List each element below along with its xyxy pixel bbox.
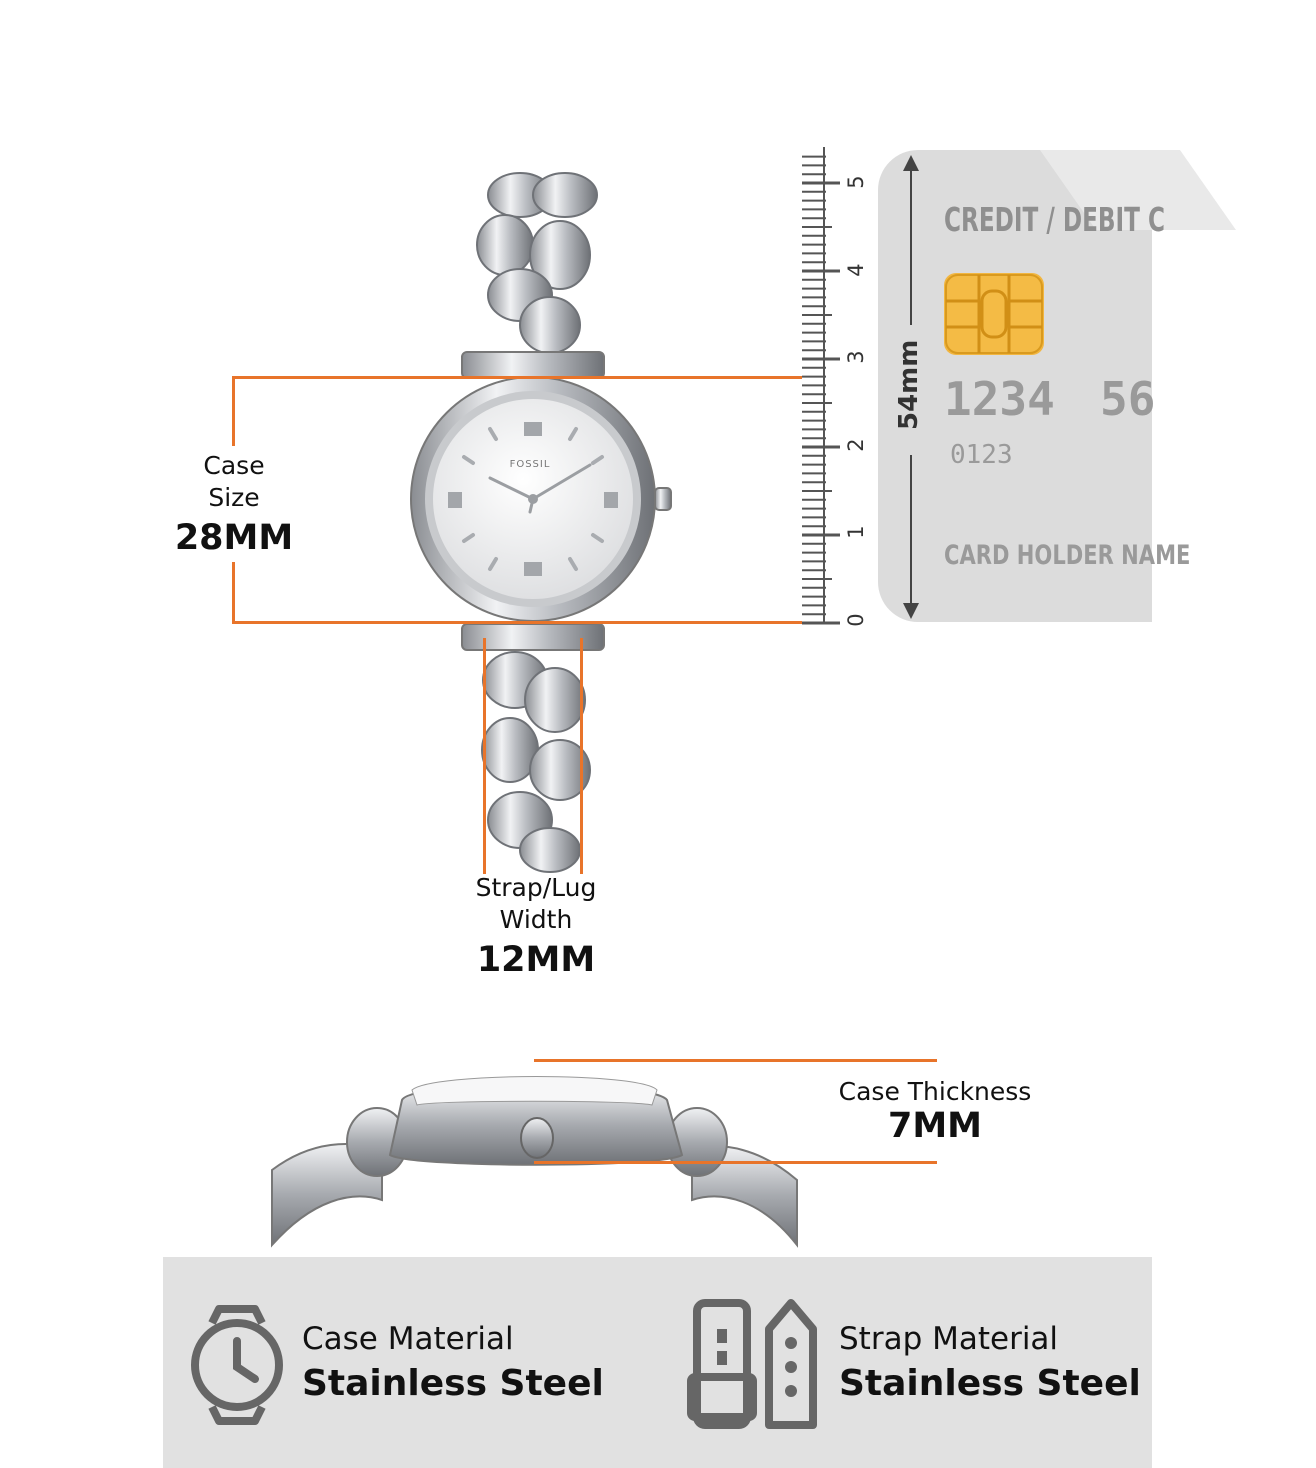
strap-width-label-line2: Width bbox=[499, 905, 573, 934]
case-thickness-label: Case Thickness bbox=[838, 1077, 1032, 1106]
case-material-label: Case Material bbox=[302, 1321, 514, 1357]
ruler-tick-5: 5 bbox=[844, 175, 868, 189]
strap-width-left-line bbox=[483, 638, 486, 874]
ruler-tick-4: 4 bbox=[844, 263, 868, 277]
thickness-bottom-line bbox=[534, 1161, 937, 1164]
lower-chain bbox=[482, 652, 590, 872]
strap-icon bbox=[687, 1299, 821, 1429]
watch-front-illustration bbox=[400, 160, 690, 880]
strap-width-label-line1: Strap/Lug bbox=[475, 873, 597, 902]
case-size-vertical-bottom bbox=[232, 562, 235, 624]
ruler bbox=[798, 145, 878, 630]
thickness-top-line bbox=[534, 1059, 937, 1062]
case-size-value: 28MM bbox=[174, 518, 294, 558]
strap-width-right-line bbox=[580, 638, 583, 874]
case-size-label-line1: Case bbox=[203, 451, 265, 480]
strap-material-value: Stainless Steel bbox=[839, 1363, 1141, 1404]
ruler-tick-1: 1 bbox=[844, 525, 868, 539]
case-thickness-value: 7MM bbox=[887, 1106, 982, 1146]
card-holder-name: CARD HOLDER NAME bbox=[944, 540, 1191, 571]
case-size-label-line2: Size bbox=[208, 483, 260, 512]
case-size-top-line bbox=[232, 376, 802, 379]
card-title: CREDIT / DEBIT C bbox=[944, 200, 1166, 239]
watch-brand: FOSSIL bbox=[509, 459, 551, 470]
chip-icon bbox=[944, 273, 1044, 355]
case-material-value: Stainless Steel bbox=[302, 1363, 604, 1404]
case-size-vertical-top bbox=[232, 376, 235, 446]
card-small-number: 0123 bbox=[950, 440, 1013, 470]
case-size-bottom-line bbox=[232, 621, 802, 624]
card-number-part1: 1234 bbox=[944, 372, 1055, 426]
watch-side-illustration bbox=[272, 1060, 802, 1250]
strap-material-label: Strap Material bbox=[839, 1321, 1059, 1357]
upper-chain bbox=[477, 173, 597, 353]
ruler-labels bbox=[844, 0, 870, 627]
materials-panel bbox=[163, 1257, 1152, 1468]
ruler-tick-3: 3 bbox=[844, 350, 868, 364]
strap-width-value: 12MM bbox=[476, 940, 596, 980]
ruler-tick-0: 0 bbox=[844, 613, 868, 627]
card-number-part2: 56 bbox=[1100, 372, 1156, 426]
card-height-label: 54mm bbox=[894, 339, 924, 430]
ruler-tick-2: 2 bbox=[844, 438, 868, 452]
watch-case-icon bbox=[187, 1305, 287, 1425]
